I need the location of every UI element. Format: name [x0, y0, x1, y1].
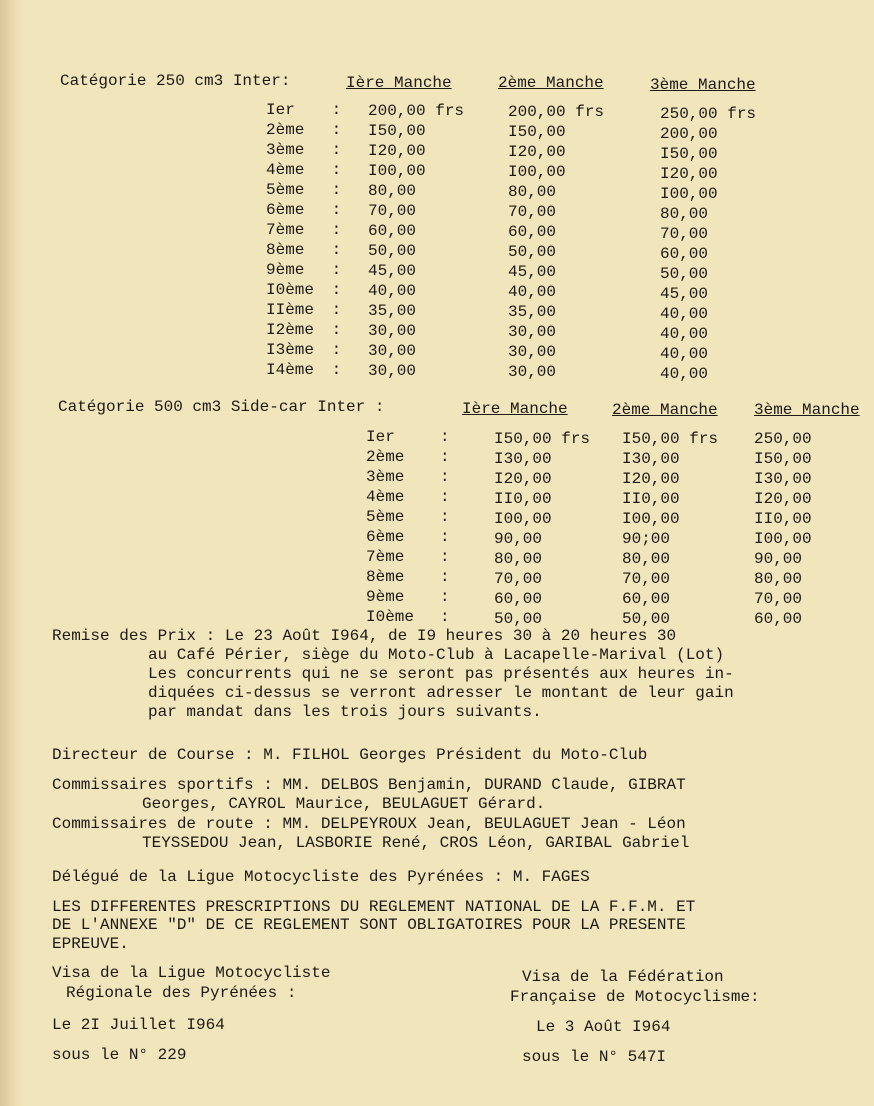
cell-text: 40,00	[660, 325, 709, 343]
table-cell	[660, 325, 756, 345]
cell-text: 80,00	[368, 182, 417, 200]
table-cell	[754, 550, 812, 570]
cell-text: I00,00	[660, 185, 718, 203]
cell-text: I2ème	[266, 321, 315, 339]
table-cell	[660, 285, 756, 305]
cell-text: 7ème	[266, 221, 305, 239]
cell-text: II0,00	[754, 510, 812, 528]
colon-separator: :	[322, 141, 342, 159]
cell-text: 200,00 frs	[368, 102, 465, 120]
cell-text: 3ème	[366, 468, 405, 486]
league-visa-line: Visa de la Ligue Motocycliste	[52, 964, 331, 982]
table-cell	[508, 163, 604, 183]
table-cell	[368, 202, 464, 222]
cell-text: I00,00	[622, 510, 680, 528]
table-cell	[754, 530, 812, 550]
cell-text: 200,00	[660, 125, 718, 143]
colon-separator: :	[440, 568, 450, 586]
cell-text: I50,00	[508, 123, 566, 141]
category-250-manche-3	[660, 105, 756, 385]
table-cell	[660, 165, 756, 185]
federation-visa-date: Le 3 Août I964	[536, 1018, 671, 1036]
cell-text: 90,00	[494, 530, 543, 548]
table-cell	[366, 488, 450, 508]
cell-text: 40,00	[660, 345, 709, 363]
cell-text: 4ème	[266, 161, 305, 179]
table-cell	[660, 365, 756, 385]
category-500-head-1: Ière Manche	[462, 400, 568, 418]
table-cell	[508, 183, 604, 203]
table-cell	[368, 162, 464, 182]
cell-text: I20,00	[368, 142, 426, 160]
cell-text: 50,00	[660, 265, 709, 283]
cell-text: I30,00	[754, 470, 812, 488]
cell-text: 30,00	[368, 322, 417, 340]
table-cell	[508, 143, 604, 163]
cell-text: IIème	[266, 301, 315, 319]
cell-text: 2ème	[366, 448, 405, 466]
cell-text: I50,00	[754, 450, 812, 468]
table-cell	[368, 342, 464, 362]
cell-text: 250,00 frs	[660, 105, 757, 123]
table-cell	[622, 570, 718, 590]
table-cell	[622, 510, 718, 530]
league-visa-line: Régionale des Pyrénées :	[66, 984, 297, 1002]
regulations-line: EPREUVE.	[52, 935, 129, 953]
cell-text: 90;00	[622, 530, 671, 548]
table-cell	[266, 101, 342, 121]
table-cell	[508, 343, 604, 363]
table-cell	[266, 161, 342, 181]
cell-text: I4ème	[266, 361, 315, 379]
cell-text: 40,00	[660, 365, 709, 383]
cell-text: 45,00	[508, 263, 557, 281]
table-cell	[494, 590, 590, 610]
cell-text: 60,00	[368, 222, 417, 240]
table-cell	[494, 510, 590, 530]
colon-separator: :	[440, 508, 450, 526]
colon-separator: :	[322, 201, 342, 219]
table-cell	[266, 141, 342, 161]
table-cell	[366, 568, 450, 588]
cell-text: 70,00	[754, 590, 803, 608]
table-cell	[266, 201, 342, 221]
cell-text: 6ème	[366, 528, 405, 546]
cell-text: 2ème	[266, 121, 305, 139]
table-cell	[368, 242, 464, 262]
colon-separator: :	[322, 341, 342, 359]
cell-text: 7ème	[366, 548, 405, 566]
cell-text: 9ème	[266, 261, 305, 279]
cell-text: I0ème	[266, 281, 315, 299]
table-cell	[266, 281, 342, 301]
colon-separator: :	[440, 588, 450, 606]
table-cell	[494, 450, 590, 470]
cell-text: 60,00	[660, 245, 709, 263]
colon-separator: :	[322, 181, 342, 199]
category-500-head-3: 3ème Manche	[754, 401, 860, 419]
cell-text: 200,00 frs	[508, 103, 605, 121]
colon-separator: :	[322, 221, 342, 239]
table-cell	[366, 428, 450, 448]
cell-text: 40,00	[508, 283, 557, 301]
table-cell	[660, 265, 756, 285]
colon-separator: :	[322, 361, 342, 379]
prize-giving-line: diquées ci-dessus se verront adresser le montant de leur gain	[148, 684, 734, 702]
cell-text: 60,00	[508, 223, 557, 241]
table-cell	[508, 263, 604, 283]
cell-text: 60,00	[622, 590, 671, 608]
table-cell	[266, 361, 342, 381]
table-cell	[494, 430, 590, 450]
cell-text: I00,00	[368, 162, 426, 180]
cell-text: I50,00 frs	[622, 430, 719, 448]
cell-text: 60,00	[754, 610, 803, 628]
category-250-head-2: 2ème Manche	[498, 74, 604, 92]
table-cell	[660, 245, 756, 265]
cell-text: I3ème	[266, 341, 315, 359]
colon-separator: :	[440, 488, 450, 506]
category-250-manche-1	[368, 102, 464, 382]
cell-text: 70,00	[494, 570, 543, 588]
colon-separator: :	[322, 281, 342, 299]
colon-separator: :	[440, 528, 450, 546]
colon-separator: :	[440, 448, 450, 466]
cell-text: II0,00	[622, 490, 680, 508]
table-cell	[368, 142, 464, 162]
table-cell	[754, 450, 812, 470]
cell-text: 4ème	[366, 488, 405, 506]
cell-text: I0ème	[366, 608, 415, 626]
table-cell	[660, 185, 756, 205]
category-250-head-3: 3ème Manche	[650, 76, 756, 94]
colon-separator: :	[322, 301, 342, 319]
category-500-manche-3	[754, 430, 812, 630]
category-250-title: Catégorie 250 cm3 Inter:	[60, 72, 291, 90]
table-cell	[366, 448, 450, 468]
table-cell	[366, 508, 450, 528]
prize-giving-line: Remise des Prix : Le 23 Août I964, de I9 heures 30 à 20 heures 30	[52, 627, 677, 645]
category-500-manche-2	[622, 430, 718, 630]
cell-text: 30,00	[508, 363, 557, 381]
colon-separator: :	[322, 161, 342, 179]
cell-text: I20,00	[622, 470, 680, 488]
cell-text: 45,00	[660, 285, 709, 303]
cell-text: I20,00	[508, 143, 566, 161]
federation-visa-line: Française de Motocyclisme:	[510, 988, 760, 1006]
league-delegate: Délégué de la Ligue Motocycliste des Pyrénées : M. FAGES	[52, 868, 590, 886]
binding-edge	[0, 0, 22, 1106]
table-cell	[508, 103, 604, 123]
table-cell	[508, 303, 604, 323]
table-cell	[622, 590, 718, 610]
cell-text: 30,00	[508, 323, 557, 341]
regulations-line: LES DIFFERENTES PRESCRIPTIONS DU REGLEMENT NATIONAL DE LA F.F.M. ET	[52, 898, 696, 916]
cell-text: 80,00	[508, 183, 557, 201]
table-cell	[754, 590, 812, 610]
league-visa-number: sous le N° 229	[52, 1046, 187, 1064]
cell-text: 80,00	[660, 205, 709, 223]
category-500-head-2: 2ème Manche	[612, 401, 718, 419]
cell-text: 45,00	[368, 262, 417, 280]
cell-text: 30,00	[508, 343, 557, 361]
category-250-manche-2	[508, 103, 604, 383]
table-cell	[366, 468, 450, 488]
cell-text: 70,00	[660, 225, 709, 243]
table-cell	[266, 341, 342, 361]
colon-separator: :	[322, 261, 342, 279]
table-cell	[366, 528, 450, 548]
category-250-ranks	[266, 101, 342, 381]
table-cell	[368, 362, 464, 382]
cell-text: 90,00	[754, 550, 803, 568]
federation-visa-number: sous le N° 547I	[522, 1048, 667, 1066]
table-cell	[366, 548, 450, 568]
cell-text: I20,00	[494, 470, 552, 488]
table-cell	[622, 450, 718, 470]
colon-separator: :	[322, 241, 342, 259]
table-cell	[622, 550, 718, 570]
table-cell	[754, 470, 812, 490]
race-director: Directeur de Course : M. FILHOL Georges Président du Moto-Club	[52, 746, 648, 764]
cell-text: I30,00	[494, 450, 552, 468]
table-cell	[366, 588, 450, 608]
colon-separator: :	[322, 101, 342, 119]
table-cell	[508, 363, 604, 383]
table-cell	[622, 430, 718, 450]
colon-separator: :	[440, 608, 450, 626]
cell-text: 35,00	[368, 302, 417, 320]
table-cell	[660, 205, 756, 225]
cell-text: 40,00	[660, 305, 709, 323]
cell-text: 35,00	[508, 303, 557, 321]
colon-separator: :	[322, 321, 342, 339]
cell-text: 50,00	[508, 243, 557, 261]
cell-text: 50,00	[494, 610, 543, 628]
table-cell	[660, 105, 756, 125]
colon-separator: :	[440, 548, 450, 566]
cell-text: 70,00	[622, 570, 671, 588]
table-cell	[622, 490, 718, 510]
table-cell	[366, 608, 450, 628]
table-cell	[494, 530, 590, 550]
colon-separator: :	[440, 468, 450, 486]
table-cell	[494, 550, 590, 570]
commissioners-line: Commissaires sportifs : MM. DELBOS Benjamin, DURAND Claude, GIBRAT	[52, 776, 686, 794]
cell-text: I50,00	[660, 145, 718, 163]
table-cell	[508, 243, 604, 263]
cell-text: 5ème	[266, 181, 305, 199]
cell-text: 50,00	[368, 242, 417, 260]
cell-text: I50,00 frs	[494, 430, 591, 448]
prize-giving-line: par mandat dans les trois jours suivants.	[148, 703, 542, 721]
table-cell	[266, 321, 342, 341]
cell-text: I50,00	[368, 122, 426, 140]
table-cell	[494, 570, 590, 590]
cell-text: I00,00	[508, 163, 566, 181]
table-cell	[368, 322, 464, 342]
table-cell	[266, 181, 342, 201]
table-cell	[660, 125, 756, 145]
federation-visa-line: Visa de la Fédération	[522, 968, 724, 986]
table-cell	[508, 123, 604, 143]
cell-text: I00,00	[754, 530, 812, 548]
category-500-manche-1	[494, 430, 590, 630]
table-cell	[368, 302, 464, 322]
cell-text: I20,00	[660, 165, 718, 183]
category-500-ranks	[366, 428, 450, 628]
table-cell	[508, 223, 604, 243]
cell-text: 70,00	[368, 202, 417, 220]
table-cell	[368, 222, 464, 242]
commissioners-line: Commissaires de route : MM. DELPEYROUX Jean, BEULAGUET Jean - Léon	[52, 815, 686, 833]
cell-text: II0,00	[494, 490, 552, 508]
table-cell	[660, 305, 756, 325]
table-cell	[754, 610, 812, 630]
cell-text: 80,00	[622, 550, 671, 568]
cell-text: 3ème	[266, 141, 305, 159]
cell-text: 80,00	[754, 570, 803, 588]
league-visa-date: Le 2I Juillet I964	[52, 1016, 225, 1034]
colon-separator: :	[322, 121, 342, 139]
cell-text: 40,00	[368, 282, 417, 300]
table-cell	[660, 145, 756, 165]
table-cell	[368, 282, 464, 302]
colon-separator: :	[440, 428, 450, 446]
category-500-title: Catégorie 500 cm3 Side-car Inter :	[58, 398, 385, 416]
cell-text: Ier	[266, 101, 295, 119]
table-cell	[266, 121, 342, 141]
table-cell	[754, 430, 812, 450]
table-cell	[660, 225, 756, 245]
table-cell	[622, 470, 718, 490]
cell-text: 5ème	[366, 508, 405, 526]
cell-text: 250,00	[754, 430, 812, 448]
table-cell	[266, 301, 342, 321]
table-cell	[266, 241, 342, 261]
table-cell	[368, 182, 464, 202]
cell-text: 80,00	[494, 550, 543, 568]
cell-text: 6ème	[266, 201, 305, 219]
cell-text: 30,00	[368, 362, 417, 380]
commissioners-line: Georges, CAYROL Maurice, BEULAGUET Gérard.	[142, 795, 546, 813]
cell-text: 70,00	[508, 203, 557, 221]
table-cell	[494, 470, 590, 490]
table-cell	[622, 530, 718, 550]
table-cell	[508, 203, 604, 223]
cell-text: I20,00	[754, 490, 812, 508]
prize-giving-line: Les concurrents qui ne se seront pas présentés aux heures in-	[148, 665, 734, 683]
cell-text: 50,00	[622, 610, 671, 628]
cell-text: Ier	[366, 428, 395, 446]
table-cell	[508, 323, 604, 343]
regulations-line: DE L'ANNEXE "D" DE CE REGLEMENT SONT OBLIGATOIRES POUR LA PRESENTE	[52, 916, 686, 934]
cell-text: 8ème	[366, 568, 405, 586]
table-cell	[266, 261, 342, 281]
cell-text: 8ème	[266, 241, 305, 259]
table-cell	[508, 283, 604, 303]
category-250-head-1: Ière Manche	[346, 74, 452, 92]
table-cell	[494, 490, 590, 510]
cell-text: I30,00	[622, 450, 680, 468]
commissioners-line: TEYSSEDOU Jean, LASBORIE René, CROS Léon, GARIBAL Gabriel	[142, 834, 690, 852]
table-cell	[754, 510, 812, 530]
cell-text: 60,00	[494, 590, 543, 608]
cell-text: 9ème	[366, 588, 405, 606]
table-cell	[754, 570, 812, 590]
table-cell	[660, 345, 756, 365]
cell-text: I00,00	[494, 510, 552, 528]
table-cell	[754, 490, 812, 510]
cell-text: 30,00	[368, 342, 417, 360]
table-cell	[368, 122, 464, 142]
table-cell	[266, 221, 342, 241]
table-cell	[368, 102, 464, 122]
table-cell	[368, 262, 464, 282]
prize-giving-line: au Café Périer, siège du Moto-Club à Lacapelle-Marival (Lot)	[148, 646, 725, 664]
